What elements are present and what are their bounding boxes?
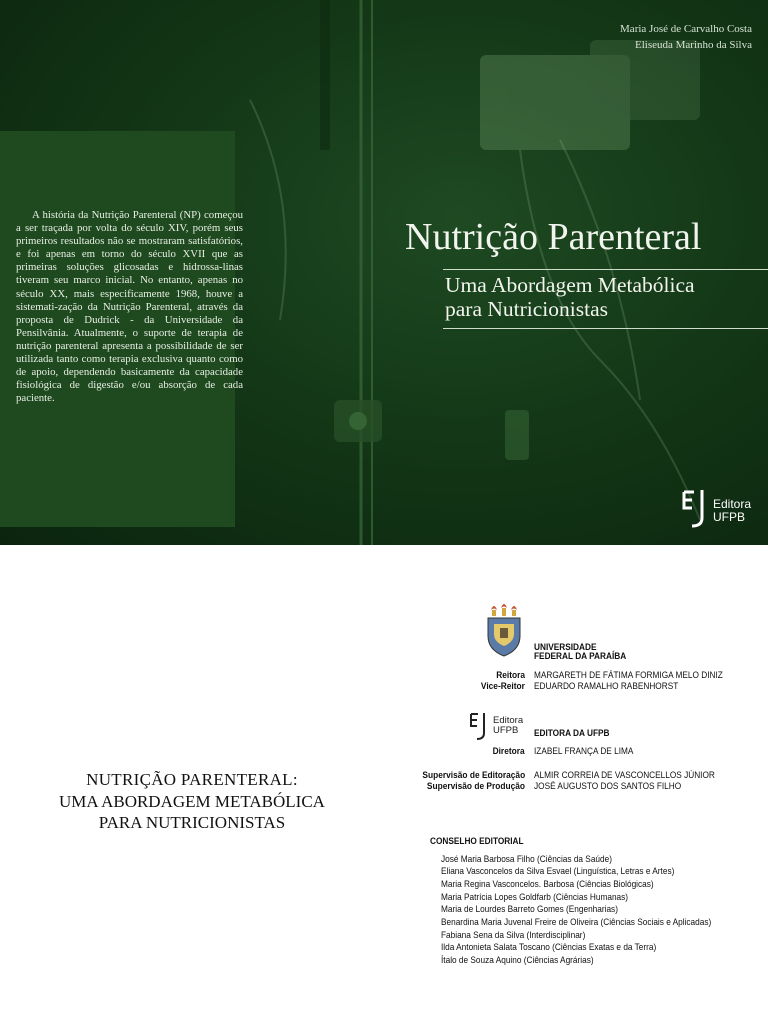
editora-ufpb-small-logo [468, 711, 528, 741]
conselho-heading: CONSELHO EDITORIAL [430, 836, 524, 846]
sup-editoracao-name: ALMIR CORREIA DE VASCONCELLOS JÚNIOR [534, 770, 715, 780]
sup-producao-name: JOSÉ AUGUSTO DOS SANTOS FILHO [534, 781, 682, 791]
editora-mark-icon [468, 711, 490, 741]
vice-reitor-label: Vice-Reitor [480, 681, 525, 691]
back-cover-blurb: A história da Nutrição Parenteral (NP) começou a ser traçada por volta do século XIV, porém seus primeiros resultados não se mostraram satisfatórios, e foi apenas em torno do século XVII que as primeiras soluções glicosadas e hidrossa-linas tiveram seu marco inicial. No entanto, apenas no século XX, mais especificamente 1968, houve a sistemati-zação da Nutrição Parenteral, através da proposta de Dudrick - da Universidade da Pensilvânia. Atualmente, o suporte de terapia de nutrição parenteral apresenta a possibilidade de ser utilizada tanto como terapia exclusiva quanto como de apoio, dependendo basicamente da capacidade fisiológica de digestão e/ou absorção de cada paciente. [16, 209, 243, 405]
sup-editoracao-label: Supervisão de Editoração [422, 770, 525, 780]
subtitle-line: para Nutricionistas [445, 297, 608, 321]
logo-text: UFPB [493, 725, 519, 736]
logo-text: Editora [493, 715, 524, 726]
list-item: Benardina Maria Juvenal Freire de Oliveira (Ciências Sociais e Aplicadas) [441, 917, 712, 927]
inner-title: NUTRIÇÃO PARENTERAL: [86, 770, 298, 789]
inner-subtitle: UMA ABORDAGEM METABÓLICA [59, 792, 325, 811]
book-subtitle [445, 273, 695, 321]
author-name: Maria José de Carvalho Costa [620, 23, 752, 35]
university-name: FEDERAL DA PARAÍBA [534, 651, 627, 661]
subtitle-divider [443, 328, 768, 329]
list-item: Ítalo de Souza Aquino (Ciências Agrárias) [441, 955, 594, 965]
sup-producao-label: Supervisão de Produção [426, 781, 525, 791]
list-item: José Maria Barbosa Filho (Ciências da Saúde) [441, 854, 612, 864]
vice-reitor-name: EDUARDO RAMALHO RABENHORST [534, 681, 679, 691]
editora-name: EDITORA DA UFPB [534, 728, 610, 738]
reitora-label: Reitora [496, 670, 525, 680]
list-item: Eliana Vasconcelos da Silva Esvael (Linguística, Letras e Artes) [441, 866, 675, 876]
reitora-name: MARGARETH DE FÁTIMA FORMIGA MELO DINIZ [534, 670, 723, 680]
list-item: Maria de Lourdes Barreto Gomes (Engenharias) [441, 904, 618, 914]
list-item: Maria Regina Vasconcelos. Barbosa (Ciências Biológicas) [441, 879, 654, 889]
list-item: Ilda Antonieta Salata Toscano (Ciências Exatas e da Terra) [441, 942, 657, 952]
diretora-label: Diretora [492, 746, 525, 756]
ufpb-crest-icon [486, 600, 522, 658]
editora-mark-icon [680, 488, 710, 528]
university-name: UNIVERSIDADE [534, 642, 597, 652]
title-divider [443, 269, 768, 270]
logo-text: Editora [713, 497, 752, 511]
list-item: Maria Patrícia Lopes Goldfarb (Ciências Humanas) [441, 892, 629, 902]
cover-authors [620, 21, 752, 53]
book-title: Nutrição Parenteral [405, 216, 702, 258]
inner-subtitle: PARA NUTRICIONISTAS [98, 813, 286, 832]
inner-title-block [0, 769, 384, 833]
editora-ufpb-logo [680, 488, 760, 528]
logo-text: UFPB [713, 510, 746, 524]
author-name: Eliseuda Marinho da Silva [634, 39, 752, 51]
subtitle-line: Uma Abordagem Metabólica [445, 273, 695, 297]
blurb-panel [0, 131, 243, 527]
diretora-name: IZABEL FRANÇA DE LIMA [534, 746, 634, 756]
list-item: Fabiana Sena da Silva (Interdisciplinar) [441, 930, 586, 940]
